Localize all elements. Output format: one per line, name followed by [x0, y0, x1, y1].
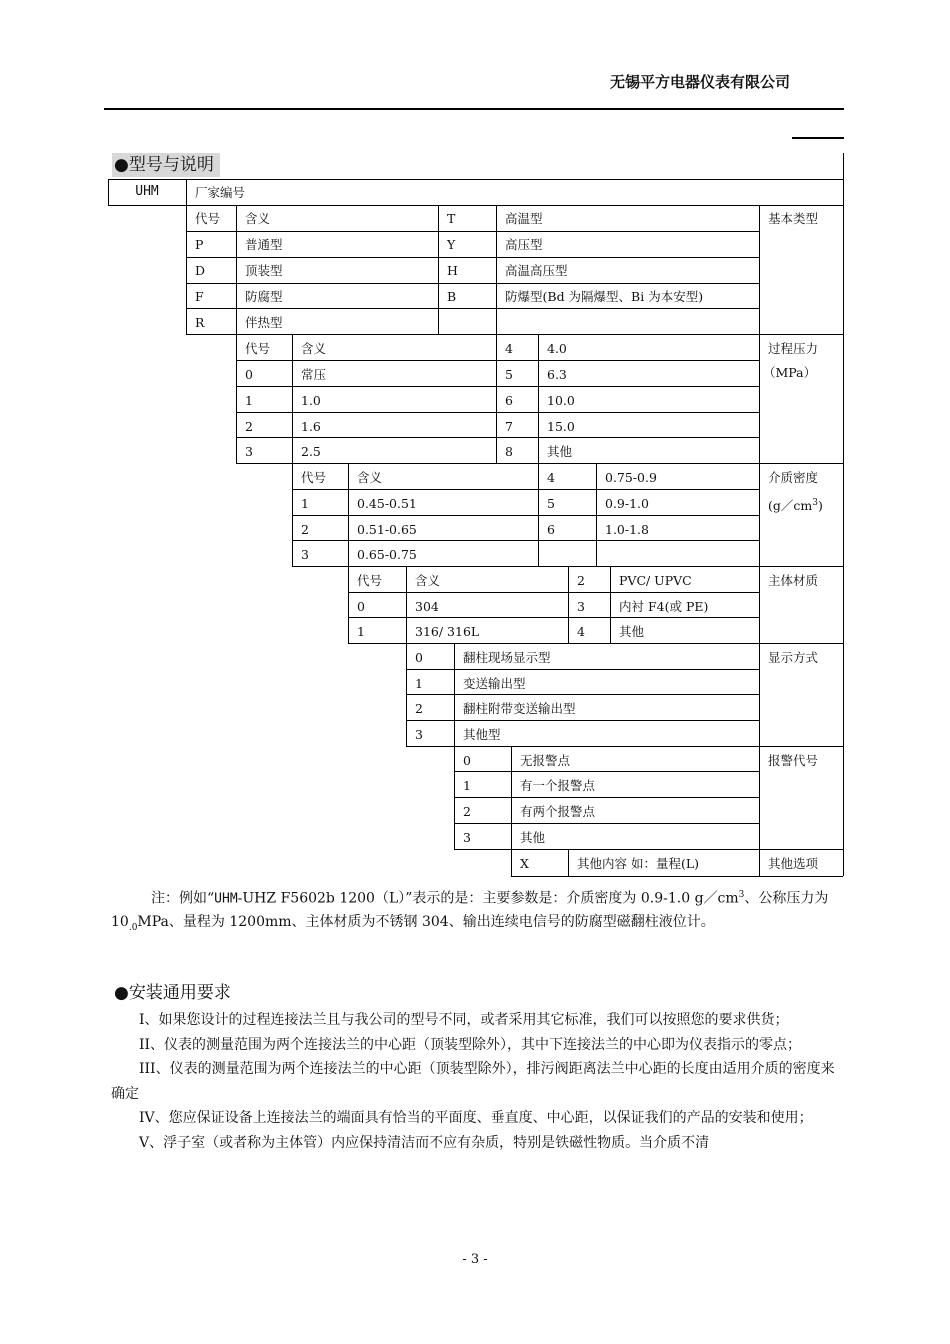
table-line — [292, 334, 293, 566]
table-line — [236, 463, 843, 464]
g2-meaning-header: 含义 — [301, 341, 327, 356]
table-cell: 高压型 — [505, 237, 543, 252]
paragraph: IV、您应保证设备上连接法兰的端面具有恰当的平面度、垂直度、中心距，以保证我们的产品的安装和使用； — [139, 1110, 813, 1126]
table-cell: 0.65-0.75 — [357, 547, 417, 562]
g1-meaning-header: 含义 — [245, 211, 271, 226]
table-cell: X — [520, 856, 529, 871]
table-cell: 6 — [547, 522, 555, 537]
table-cell: R — [195, 315, 205, 330]
table-line — [186, 179, 187, 334]
header-rule-short — [792, 137, 844, 139]
table-cell: 无报警点 — [520, 753, 571, 768]
table-line — [454, 643, 455, 849]
table-cell: 1 — [415, 676, 423, 691]
table-line — [292, 489, 759, 490]
table-line — [538, 334, 539, 566]
table-cell: 6.3 — [547, 367, 567, 382]
g7-side-label: 其他选项 — [768, 856, 819, 871]
g4-side-label: 主体材质 — [768, 573, 819, 588]
table-cell: 顶装型 — [245, 263, 283, 278]
table-cell: 其他 — [520, 830, 546, 845]
table-line — [454, 823, 759, 824]
table-line — [348, 643, 843, 644]
g5-side-label: 显示方式 — [768, 650, 819, 665]
table-cell: 有一个报警点 — [520, 778, 596, 793]
table-cell: 304 — [415, 599, 439, 614]
page-number: - 3 - — [462, 1252, 488, 1267]
table-line — [186, 257, 759, 258]
g3-side-label: 介质密度 — [768, 470, 819, 485]
paragraph: II、仪表的测量范围为两个连接法兰的中心距（顶装型除外），其中下连接法兰的中心即为仪表指示的零点； — [139, 1036, 802, 1053]
table-cell: 高温高压型 — [505, 263, 568, 278]
g1-side-label: 基本类型 — [768, 211, 819, 226]
install-requirements — [111, 1008, 841, 1155]
table-cell: 其他型 — [463, 727, 501, 742]
g4-meaning2-header: PVC/ UPVC — [619, 573, 692, 588]
table-cell: 2 — [301, 522, 309, 537]
table-line — [236, 386, 759, 387]
section-title-model: ●型号与说明 — [112, 153, 220, 177]
table-line — [596, 463, 597, 566]
table-cell: 3 — [463, 830, 471, 845]
table-cell: 翻柱现场显示型 — [463, 650, 551, 665]
table-cell: 6 — [505, 393, 513, 408]
table-cell: 1 — [463, 778, 471, 793]
table-line — [759, 205, 760, 876]
table-cell: 有两个报警点 — [520, 804, 596, 819]
table-line — [292, 515, 759, 516]
uhm-code: UHM — [135, 184, 159, 199]
table-cell: 0 — [415, 650, 423, 665]
table-cell: 5 — [547, 496, 555, 511]
table-cell: 1 — [301, 496, 309, 511]
table-line — [406, 694, 759, 695]
table-cell: 1.6 — [301, 419, 321, 434]
table-cell: 常压 — [301, 367, 327, 382]
g3-side-unit: $(g/cm^3)$ — [768, 498, 823, 514]
table-cell: 其他 — [619, 624, 645, 639]
table-line — [454, 849, 843, 850]
g3-meaning-header: 含义 — [357, 470, 383, 485]
table-line — [568, 566, 569, 643]
g3-code2-header: 4 — [547, 470, 555, 485]
table-line — [496, 205, 497, 463]
table-cell: 0.51-0.65 — [357, 522, 417, 537]
table-cell: 普通型 — [245, 237, 283, 252]
paragraph: V、浮子室（或者称为主体管）内应保持清洁而不应有杂质，特别是铁磁性物质。当介质不清 — [139, 1134, 710, 1151]
table-cell: 8 — [505, 444, 513, 459]
table-line — [406, 669, 759, 670]
table-cell: F — [195, 289, 204, 304]
g4-code-header: 代号 — [357, 573, 383, 588]
table-line — [454, 771, 759, 772]
g2-code-header: 代号 — [245, 341, 271, 356]
table-line — [186, 231, 759, 232]
table-cell: D — [195, 263, 206, 278]
table-cell: 1.0 — [301, 393, 321, 408]
table-cell: 316/ 316L — [415, 624, 480, 639]
g3-code-header: 代号 — [301, 470, 327, 485]
table-line — [108, 179, 109, 205]
table-line — [511, 876, 843, 877]
table-cell: 1 — [245, 393, 253, 408]
g1-code2-header: T — [447, 211, 456, 226]
g1-meaning2-header: 高温型 — [505, 211, 543, 226]
table-cell: B — [447, 289, 457, 304]
table-cell: 翻柱附带变送输出型 — [463, 701, 576, 716]
g2-side-label: 过程压力 — [768, 341, 819, 356]
paragraph: III、仪表的测量范围为两个连接法兰的中心距（顶装型除外），排污阀距离法兰中心距的长度由适用介质的密度来确定 — [111, 1061, 835, 1102]
table-cell: Y — [447, 237, 456, 252]
table-line — [348, 617, 759, 618]
table-cell: 伴热型 — [245, 315, 283, 330]
table-cell: 2.5 — [301, 444, 321, 459]
table-cell: 其他内容 如：量程(L) — [577, 856, 700, 871]
table-cell: 4 — [577, 624, 585, 639]
table-cell: 2 — [463, 804, 471, 819]
table-cell: 0 — [463, 753, 471, 768]
g4-code2-header: 2 — [577, 573, 585, 588]
table-cell: 0.45-0.51 — [357, 496, 417, 511]
table-line — [236, 412, 759, 413]
table-line — [236, 360, 759, 361]
table-cell: 内衬 F4(或 PE) — [619, 599, 709, 614]
table-cell: 2 — [245, 419, 253, 434]
table-cell: 1 — [357, 624, 365, 639]
table-line — [843, 153, 844, 876]
table-cell: 3 — [245, 444, 253, 459]
table-cell: 3 — [415, 727, 423, 742]
table-cell: 防腐型 — [245, 289, 283, 304]
table-cell: 0 — [245, 367, 253, 382]
g3-meaning2-header: 0.75-0.9 — [605, 470, 657, 485]
maker-label: 厂家编号 — [195, 185, 246, 200]
table-cell: 防爆型(Bd 为隔爆型、Bi 为本安型) — [505, 289, 704, 304]
paragraph: I、如果您设计的过程连接法兰且与我公司的型号不同，或者采用其它标准，我们可以按照您的要求供货； — [139, 1012, 789, 1028]
table-cell: 3 — [577, 599, 585, 614]
table-line — [236, 437, 759, 438]
table-line — [511, 746, 512, 876]
table-line — [406, 746, 843, 747]
table-cell: 10.0 — [547, 393, 575, 408]
table-line — [186, 283, 759, 284]
table-line — [610, 566, 611, 643]
table-cell: 0.9-1.0 — [605, 496, 649, 511]
table-line — [568, 849, 569, 876]
table-cell: 0 — [357, 599, 365, 614]
table-cell: 变送输出型 — [463, 676, 526, 691]
table-line — [236, 205, 237, 463]
table-line — [348, 592, 759, 593]
example-note: 注：例如“UHM-UHZ F5602b 1200（L）”表示的是：主要参数是：介质密度为 0.9-1.0 $g/cm^3$、公称压力为 $10_{.0}MPa$、量程为 1200mm、主体材质为不锈钢 304、输出连续电信号的防腐型磁翻柱液位计。 — [111, 890, 829, 933]
table-cell: 1.0-1.8 — [605, 522, 649, 537]
g2-code2-header: 4 — [505, 341, 513, 356]
table-line — [108, 179, 843, 180]
table-cell: 15.0 — [547, 419, 575, 434]
company-name: 无锡平方电器仪表有限公司 — [609, 73, 790, 91]
g6-side-label: 报警代号 — [768, 753, 819, 768]
table-line — [406, 720, 759, 721]
table-cell: 7 — [505, 419, 513, 434]
table-line — [454, 797, 759, 798]
table-line — [186, 308, 759, 309]
table-line — [186, 334, 843, 335]
table-cell: 2 — [415, 701, 423, 716]
table-line — [348, 463, 349, 643]
table-cell: H — [447, 263, 458, 278]
table-line — [108, 205, 843, 206]
header-rule — [104, 108, 844, 110]
section-title-install: ●安装通用要求 — [114, 983, 231, 1003]
table-cell: 其他 — [547, 444, 573, 459]
g4-meaning-header: 含义 — [415, 573, 441, 588]
g1-code-header: 代号 — [195, 211, 221, 226]
table-line — [438, 205, 439, 334]
table-line — [292, 540, 759, 541]
table-cell: P — [195, 237, 204, 252]
table-line — [406, 566, 407, 746]
g2-meaning2-header: 4.0 — [547, 341, 567, 356]
table-cell: 3 — [301, 547, 309, 562]
table-cell: 5 — [505, 367, 513, 382]
g2-side-unit: （MPa） — [763, 365, 817, 380]
